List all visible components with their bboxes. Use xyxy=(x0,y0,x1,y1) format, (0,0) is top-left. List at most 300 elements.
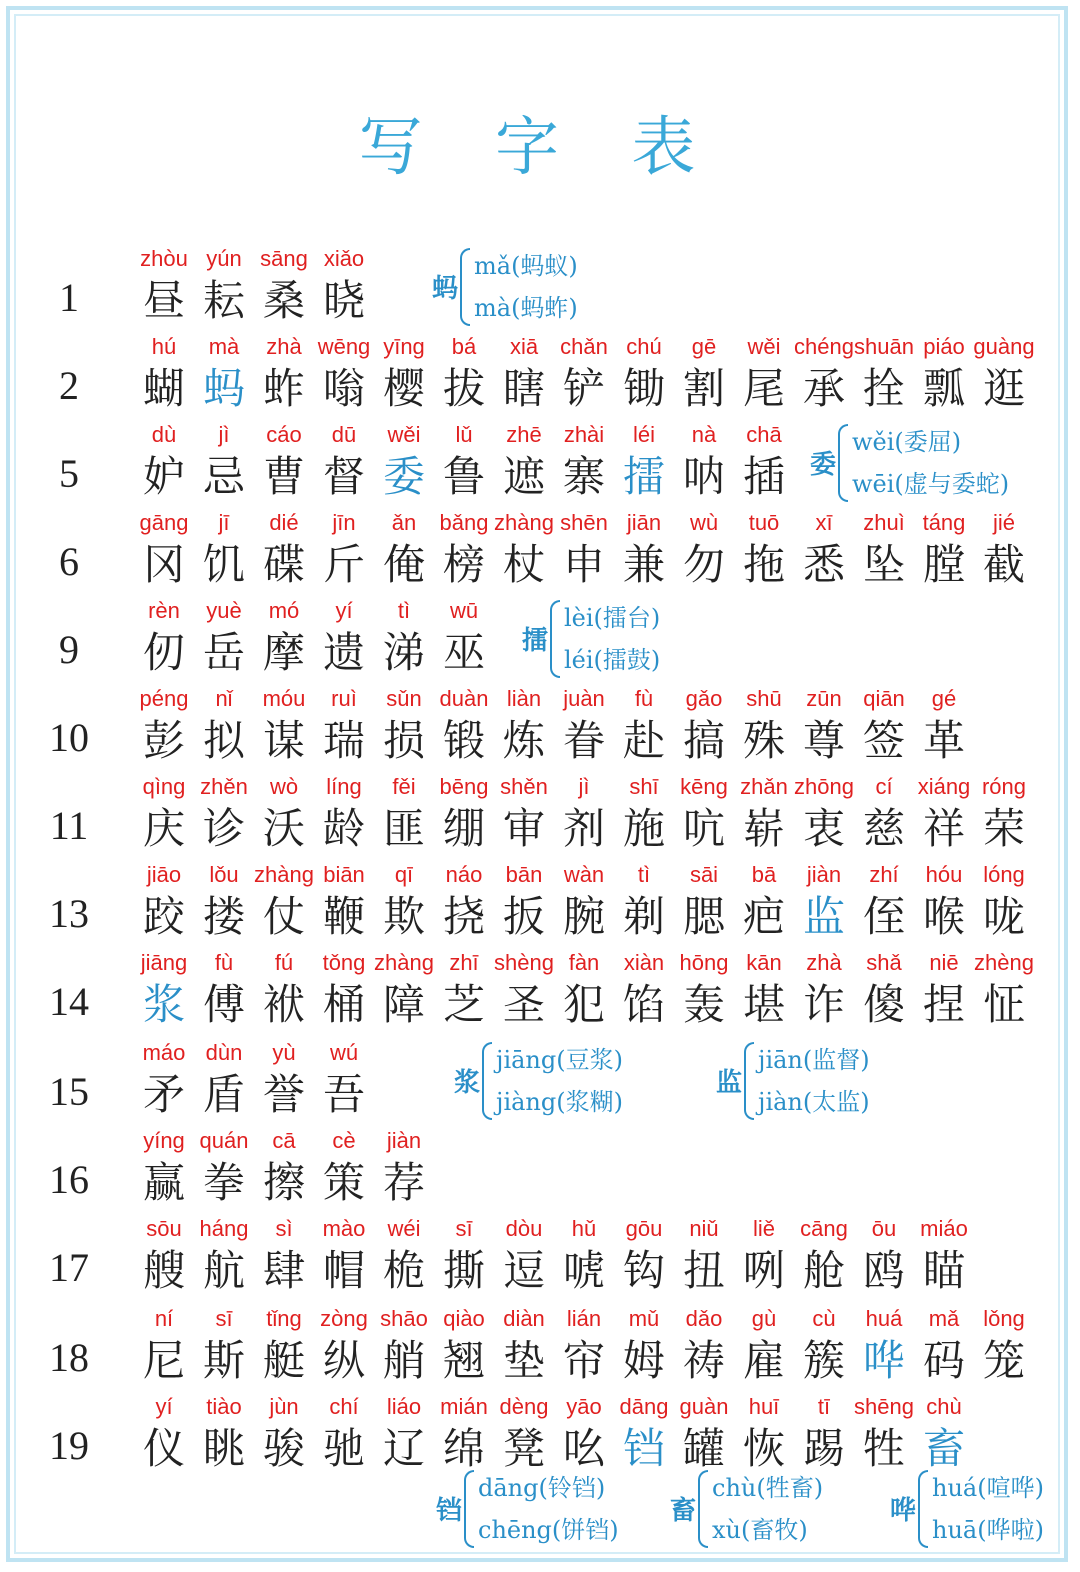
hanzi-character: 仪 xyxy=(142,1424,185,1473)
hanzi-character: 艇 xyxy=(262,1336,305,1385)
pinyin-label: yīng xyxy=(383,334,425,359)
hanzi-character: 蚱 xyxy=(262,364,305,413)
pinyin-label: gōu xyxy=(625,1216,663,1241)
hanzi-character: 桶 xyxy=(322,980,365,1029)
pinyin-label: dòu xyxy=(505,1216,543,1241)
hanzi-character: 忌 xyxy=(202,452,245,501)
hanzi-character: 委 xyxy=(382,452,425,501)
pinyin-label: fú xyxy=(274,950,294,975)
hanzi-character: 绵 xyxy=(442,1424,485,1473)
pinyin-label: zhí xyxy=(869,862,899,887)
hanzi-character: 诈 xyxy=(802,980,845,1029)
lesson-number: 9 xyxy=(59,627,79,672)
pinyin-label: shǎ xyxy=(866,950,902,975)
reading-1: wěi(委屈) xyxy=(852,428,962,456)
pinyin-label: sǔn xyxy=(386,686,422,711)
pinyin-label: jiàn xyxy=(386,1128,422,1153)
polyphone-character: 委 xyxy=(809,450,836,480)
pinyin-label: gāng xyxy=(139,510,189,535)
pinyin-label: mó xyxy=(268,598,300,623)
pinyin-label: gù xyxy=(751,1306,777,1331)
pinyin-label: cè xyxy=(332,1128,356,1153)
pinyin-label: jīn xyxy=(332,510,356,535)
table-row xyxy=(0,950,1080,1038)
hanzi-character: 骏 xyxy=(262,1424,305,1473)
pinyin-label: cáo xyxy=(266,422,302,447)
table-row xyxy=(0,1216,1080,1304)
reading-1: jiān(监督) xyxy=(758,1046,870,1074)
pinyin-label: zhàng xyxy=(374,950,434,975)
hanzi-character: 匪 xyxy=(382,804,425,853)
pinyin-label: tuō xyxy=(748,510,780,535)
hanzi-character: 饥 xyxy=(202,540,245,589)
pinyin-label: tì xyxy=(637,862,651,887)
lesson-number: 13 xyxy=(49,891,89,936)
table-row xyxy=(0,1468,1080,1556)
hanzi-character: 逛 xyxy=(982,364,1025,413)
pinyin-label: dū xyxy=(331,422,357,447)
hanzi-character: 瞎 xyxy=(502,364,545,413)
pinyin-label: chú xyxy=(626,334,662,359)
pinyin-label: piáo xyxy=(923,334,965,359)
hanzi-character: 鲁 xyxy=(442,452,485,501)
hanzi-character: 唬 xyxy=(562,1246,605,1295)
hanzi-character: 呐 xyxy=(682,452,725,501)
pinyin-label: fàn xyxy=(568,950,600,975)
brace-icon xyxy=(482,1042,492,1120)
character-cell xyxy=(974,1306,1034,1394)
hanzi-character: 笼 xyxy=(982,1336,1025,1385)
pinyin-label: líng xyxy=(326,774,362,799)
hanzi-character: 捏 xyxy=(922,980,965,1029)
lesson-number: 15 xyxy=(49,1069,89,1114)
hanzi-character: 截 xyxy=(982,540,1025,589)
hanzi-character: 欺 xyxy=(382,892,425,941)
pinyin-label: jī xyxy=(218,510,230,535)
pinyin-label: zhōng xyxy=(794,774,854,799)
hanzi-character: 签 xyxy=(862,716,905,765)
polyphone-character: 铛 xyxy=(435,1496,462,1526)
hanzi-character: 堪 xyxy=(742,980,785,1029)
hanzi-character: 慈 xyxy=(862,804,905,853)
pinyin-label: tì xyxy=(397,598,411,623)
hanzi-character: 姆 xyxy=(622,1336,665,1385)
pinyin-label: háng xyxy=(199,1216,249,1241)
character-cell xyxy=(974,862,1034,950)
pinyin-label: bǎng xyxy=(439,510,489,535)
hanzi-character: 馅 xyxy=(622,980,665,1029)
hanzi-character: 寨 xyxy=(562,452,605,501)
hanzi-character: 鞭 xyxy=(322,892,365,941)
pinyin-label: xiàn xyxy=(623,950,665,975)
pinyin-label: tǒng xyxy=(322,950,366,975)
hanzi-character: 矛 xyxy=(142,1070,185,1119)
hanzi-character: 膛 xyxy=(922,540,965,589)
hanzi-character: 眷 xyxy=(562,716,605,765)
hanzi-character: 喉 xyxy=(922,892,965,941)
hanzi-character: 码 xyxy=(922,1336,965,1385)
pinyin-label: sāi xyxy=(689,862,719,887)
lesson-number: 11 xyxy=(49,803,89,848)
hanzi-character: 龄 xyxy=(322,804,365,853)
hanzi-character: 承 xyxy=(802,364,845,413)
pinyin-label: jiàn xyxy=(806,862,842,887)
pinyin-label: shèng xyxy=(494,950,554,975)
table-row xyxy=(0,422,1080,510)
pinyin-label: bān xyxy=(505,862,543,887)
hanzi-character: 垫 xyxy=(502,1336,545,1385)
pinyin-label: yāo xyxy=(566,1394,602,1419)
hanzi-character: 摩 xyxy=(262,628,305,677)
character-cell xyxy=(734,422,794,510)
hanzi-character: 腮 xyxy=(682,892,725,941)
hanzi-character: 拖 xyxy=(742,540,785,589)
pinyin-label: wěi xyxy=(747,334,781,359)
brace-icon xyxy=(744,1042,754,1120)
hanzi-character: 扳 xyxy=(502,892,545,941)
page-title: 写 字 表 xyxy=(358,111,722,185)
pinyin-label: cā xyxy=(272,1128,296,1153)
pinyin-label: yún xyxy=(206,246,242,271)
pinyin-label: táng xyxy=(922,510,966,535)
hanzi-character: 恢 xyxy=(742,1424,785,1473)
pinyin-label: cí xyxy=(875,774,893,799)
hanzi-character: 瞄 xyxy=(922,1246,965,1295)
pinyin-label: wěi xyxy=(387,422,421,447)
pinyin-label: dèng xyxy=(499,1394,549,1419)
pinyin-label: cù xyxy=(812,1306,836,1331)
hanzi-character: 盾 xyxy=(202,1070,245,1119)
hanzi-character: 艄 xyxy=(382,1336,425,1385)
lesson-number: 19 xyxy=(49,1423,89,1468)
hanzi-character: 炼 xyxy=(502,716,545,765)
hanzi-character: 坠 xyxy=(862,540,905,589)
pinyin-label: quán xyxy=(199,1128,249,1153)
pinyin-label: zhà xyxy=(806,950,842,975)
reading-1: mǎ(蚂蚁) xyxy=(474,252,578,280)
pinyin-label: xī xyxy=(815,510,833,535)
pinyin-label: zūn xyxy=(806,686,842,711)
pinyin-label: yíng xyxy=(143,1128,185,1153)
table-row xyxy=(0,510,1080,598)
pinyin-label: gē xyxy=(691,334,717,359)
hanzi-character: 拴 xyxy=(862,364,905,413)
hanzi-character: 畜 xyxy=(922,1424,965,1473)
hanzi-character: 钩 xyxy=(622,1246,665,1295)
lesson-number: 6 xyxy=(59,539,79,584)
table-row xyxy=(0,1040,1080,1128)
hanzi-character: 搂 xyxy=(202,892,245,941)
pinyin-label: gǎo xyxy=(685,686,723,711)
pinyin-label: shāo xyxy=(380,1306,428,1331)
table-row xyxy=(0,686,1080,774)
pinyin-label: chā xyxy=(746,422,782,447)
pinyin-label: lǒu xyxy=(209,862,239,887)
pinyin-label: bā xyxy=(751,862,777,887)
pinyin-label: zhuì xyxy=(863,510,905,535)
hanzi-character: 庆 xyxy=(142,804,185,853)
hanzi-character: 搞 xyxy=(682,716,725,765)
pinyin-label: tī xyxy=(817,1394,831,1419)
hanzi-character: 彭 xyxy=(142,716,185,765)
pinyin-label: sī xyxy=(455,1216,473,1241)
character-cell xyxy=(974,334,1034,422)
hanzi-character: 涕 xyxy=(382,628,425,677)
pinyin-label: juàn xyxy=(563,686,605,711)
table-row xyxy=(0,246,1080,334)
character-cell xyxy=(374,1128,434,1216)
table-row xyxy=(0,334,1080,422)
hanzi-character: 袱 xyxy=(262,980,305,1029)
pinyin-label: zhà xyxy=(266,334,302,359)
hanzi-character: 祥 xyxy=(922,804,965,853)
pinyin-label: ōu xyxy=(871,1216,897,1241)
lesson-number: 14 xyxy=(49,979,89,1024)
hanzi-character: 傅 xyxy=(202,980,245,1029)
hanzi-character: 审 xyxy=(502,804,545,853)
pinyin-label: zòng xyxy=(320,1306,368,1331)
lesson-number: 17 xyxy=(49,1245,89,1290)
hanzi-character: 雇 xyxy=(742,1336,785,1385)
pinyin-label: jié xyxy=(992,510,1015,535)
lesson-number: 16 xyxy=(49,1157,89,1202)
pinyin-label: gé xyxy=(931,686,957,711)
hanzi-character: 赴 xyxy=(622,716,665,765)
pinyin-label: xiā xyxy=(509,334,539,359)
hanzi-character: 舱 xyxy=(802,1246,845,1295)
pinyin-label: wēng xyxy=(317,334,371,359)
pinyin-label: jì xyxy=(578,774,590,799)
pinyin-label: kēng xyxy=(680,774,728,799)
hanzi-character: 纵 xyxy=(322,1336,365,1385)
pinyin-label: qiào xyxy=(443,1306,485,1331)
polyphone-character: 监 xyxy=(715,1068,742,1098)
polyphone-character: 蚂 xyxy=(431,274,458,304)
hanzi-character: 监 xyxy=(802,892,845,941)
reading-2: wēi(虚与委蛇) xyxy=(852,470,1010,498)
hanzi-character: 鸥 xyxy=(862,1246,905,1295)
polyphone-character: 哗 xyxy=(889,1496,916,1526)
pinyin-label: qī xyxy=(394,862,414,887)
pinyin-label: zhǎn xyxy=(740,774,788,799)
hanzi-character: 侄 xyxy=(862,892,905,941)
hanzi-character: 策 xyxy=(322,1158,365,1207)
polyphone-character: 畜 xyxy=(669,1496,696,1526)
pinyin-label: náo xyxy=(445,862,483,887)
hanzi-character: 尾 xyxy=(742,364,785,413)
hanzi-character: 荐 xyxy=(382,1158,425,1207)
pinyin-label: liě xyxy=(752,1216,775,1241)
pinyin-label: nǐ xyxy=(215,686,233,711)
pinyin-label: niǔ xyxy=(689,1216,719,1241)
hanzi-character: 妒 xyxy=(142,452,185,501)
hanzi-character: 申 xyxy=(562,540,605,589)
hanzi-character: 杖 xyxy=(502,540,545,589)
reading-2: jiàn(太监) xyxy=(758,1088,870,1116)
pinyin-label: léi xyxy=(632,422,655,447)
pinyin-label: niē xyxy=(929,950,959,975)
table-row xyxy=(0,1128,1080,1216)
hanzi-character: 拔 xyxy=(442,364,485,413)
hanzi-character: 圣 xyxy=(502,980,545,1029)
pinyin-label: nà xyxy=(691,422,717,447)
pinyin-label: róng xyxy=(981,774,1027,799)
lesson-number: 2 xyxy=(59,363,79,408)
brace-icon xyxy=(918,1470,928,1548)
pinyin-label: diàn xyxy=(503,1306,545,1331)
pinyin-label: wù xyxy=(689,510,719,535)
hanzi-character: 耘 xyxy=(202,276,245,325)
hanzi-character: 牲 xyxy=(862,1424,905,1473)
pinyin-label: dāng xyxy=(619,1394,669,1419)
hanzi-character: 斤 xyxy=(322,540,365,589)
table-row xyxy=(0,774,1080,862)
hanzi-character: 冈 xyxy=(142,540,185,589)
hanzi-character: 衷 xyxy=(802,804,845,853)
hanzi-character: 瑞 xyxy=(322,716,365,765)
pinyin-label: tǐng xyxy=(266,1306,302,1331)
reading-2: léi(擂鼓) xyxy=(564,646,661,674)
pinyin-label: fù xyxy=(634,686,654,711)
pinyin-label: shēn xyxy=(560,510,608,535)
hanzi-character: 斯 xyxy=(202,1336,245,1385)
pinyin-label: ruì xyxy=(331,686,357,711)
hanzi-character: 施 xyxy=(622,804,665,853)
hanzi-character: 革 xyxy=(922,716,965,765)
pinyin-label: yí xyxy=(155,1394,173,1419)
pinyin-label: xiáng xyxy=(917,774,971,799)
hanzi-character: 扭 xyxy=(682,1246,725,1295)
hanzi-character: 桑 xyxy=(262,276,305,325)
hanzi-character: 浆 xyxy=(142,980,185,1029)
hanzi-character: 挠 xyxy=(442,892,485,941)
hanzi-character: 插 xyxy=(742,452,785,501)
hanzi-character: 蚂 xyxy=(202,364,245,413)
pinyin-label: dié xyxy=(269,510,299,535)
hanzi-character: 嗡 xyxy=(322,364,365,413)
hanzi-character: 犯 xyxy=(562,980,605,1029)
hanzi-character: 辽 xyxy=(382,1424,425,1473)
hanzi-character: 督 xyxy=(322,452,365,501)
reading-2: chēng(饼铛) xyxy=(478,1516,619,1544)
pinyin-label: zhòu xyxy=(140,246,188,271)
pinyin-label: mào xyxy=(322,1216,366,1241)
hanzi-character: 悉 xyxy=(802,540,845,589)
hanzi-character: 铛 xyxy=(622,1424,665,1473)
hanzi-character: 碟 xyxy=(262,540,305,589)
reading-1: chù(牲畜) xyxy=(712,1474,824,1502)
character-cell xyxy=(974,510,1034,598)
pinyin-label: biān xyxy=(323,862,365,887)
pinyin-label: wū xyxy=(449,598,479,623)
hanzi-character: 誉 xyxy=(262,1070,305,1119)
reading-2: jiàng(浆糊) xyxy=(496,1088,623,1116)
hanzi-character: 腕 xyxy=(562,892,605,941)
brace-icon xyxy=(838,424,848,502)
hanzi-character: 罐 xyxy=(682,1424,725,1473)
hanzi-character: 吾 xyxy=(322,1070,365,1119)
polyphone-character: 擂 xyxy=(521,626,548,656)
pinyin-label: mǔ xyxy=(628,1306,660,1331)
reading-1: dāng(铃铛) xyxy=(478,1474,606,1502)
pinyin-label: qiān xyxy=(863,686,905,711)
polyphone-character: 浆 xyxy=(453,1068,480,1098)
hanzi-character: 剂 xyxy=(562,804,605,853)
hanzi-character: 榜 xyxy=(442,540,485,589)
pinyin-label: ǎn xyxy=(391,510,417,535)
brace-icon xyxy=(464,1470,474,1548)
pinyin-label: lǔ xyxy=(455,422,473,447)
hanzi-character: 沃 xyxy=(262,804,305,853)
hanzi-character: 踢 xyxy=(802,1424,845,1473)
hanzi-character: 岳 xyxy=(202,628,245,677)
pinyin-label: liáo xyxy=(386,1394,422,1419)
pinyin-label: jiāng xyxy=(140,950,188,975)
pinyin-label: hǔ xyxy=(571,1216,597,1241)
lesson-number: 18 xyxy=(49,1335,89,1380)
pinyin-label: miáo xyxy=(920,1216,968,1241)
hanzi-character: 艘 xyxy=(142,1246,185,1295)
reading-2: xù(畜牧) xyxy=(712,1516,808,1544)
pinyin-label: zhài xyxy=(563,422,605,447)
hanzi-character: 勿 xyxy=(682,540,725,589)
pinyin-label: yuè xyxy=(206,598,242,623)
brace-icon xyxy=(698,1470,708,1548)
pinyin-label: shī xyxy=(629,774,659,799)
character-cell xyxy=(314,1040,374,1128)
pinyin-label: xiǎo xyxy=(323,246,365,271)
hanzi-character: 祷 xyxy=(682,1336,725,1385)
hanzi-character: 逗 xyxy=(502,1246,545,1295)
hanzi-character: 疤 xyxy=(742,892,785,941)
pinyin-label: zhàng xyxy=(254,862,314,887)
pinyin-label: dù xyxy=(151,422,177,447)
hanzi-character: 帽 xyxy=(322,1246,365,1295)
pinyin-label: hú xyxy=(151,334,177,359)
hanzi-character: 肆 xyxy=(262,1246,305,1295)
pinyin-label: lián xyxy=(566,1306,602,1331)
hanzi-character: 仞 xyxy=(142,628,185,677)
pinyin-label: mǎ xyxy=(928,1306,960,1331)
pinyin-label: jiāo xyxy=(146,862,182,887)
hanzi-character: 怔 xyxy=(982,980,1025,1029)
hanzi-character: 拳 xyxy=(202,1158,245,1207)
pinyin-label: huī xyxy=(748,1394,780,1419)
hanzi-character: 崭 xyxy=(742,804,785,853)
hanzi-character: 绷 xyxy=(442,804,485,853)
table-row xyxy=(0,862,1080,950)
hanzi-character: 荣 xyxy=(982,804,1025,853)
hanzi-character: 驰 xyxy=(322,1424,365,1473)
table-row xyxy=(0,598,1080,686)
pinyin-label: fěi xyxy=(392,774,416,799)
hanzi-character: 哗 xyxy=(862,1336,905,1385)
pinyin-label: chù xyxy=(926,1394,962,1419)
pinyin-label: chǎn xyxy=(560,334,608,359)
pinyin-label: lǒng xyxy=(983,1306,1025,1331)
lesson-number: 10 xyxy=(49,715,89,760)
hanzi-character: 擦 xyxy=(262,1158,305,1207)
reading-1: huá(喧哗) xyxy=(932,1474,1044,1502)
character-cell xyxy=(974,950,1034,1038)
hanzi-character: 凳 xyxy=(502,1424,545,1473)
pinyin-label: hóu xyxy=(925,862,963,887)
pinyin-label: dùn xyxy=(205,1040,243,1065)
lesson-number: 5 xyxy=(59,451,79,496)
pinyin-label: yù xyxy=(272,1040,296,1065)
pinyin-label: fù xyxy=(214,950,234,975)
hanzi-character: 曹 xyxy=(262,452,305,501)
